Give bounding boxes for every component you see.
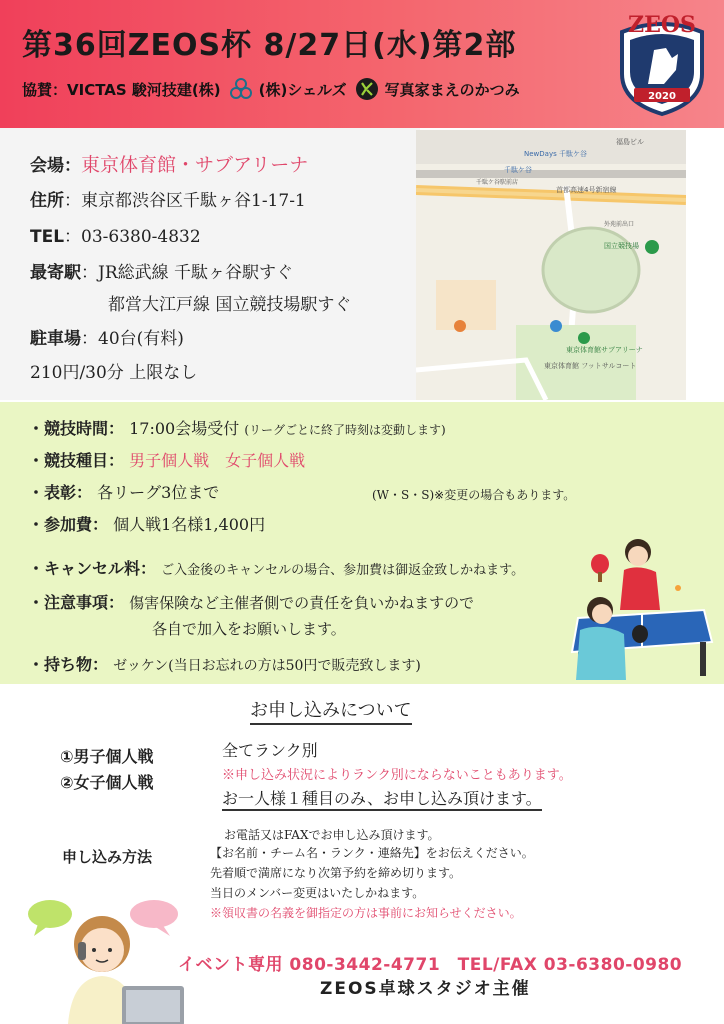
svg-text:首都高速4号新宿線: 首都高速4号新宿線 <box>556 186 617 194</box>
venue-line: 会場：東京体育館・サブアリーナ <box>30 154 309 176</box>
zeos-logo <box>614 10 710 118</box>
method-line-3: 先着順で満席になり次第予約を締め切ります。 <box>210 866 462 880</box>
shells-logo-icon <box>229 77 253 101</box>
cancel-row: ・キャンセル料： ご入金後のキャンセルの場合、参加費は御返金致しかねます。 <box>28 559 525 578</box>
svg-text:東京体育館 フットサルコート: 東京体育館 フットサルコート <box>544 362 637 370</box>
method-line-2: 【お名前・チーム名・ランク・連絡先】をお伝えください。 <box>210 846 534 860</box>
notes-row: ・注意事項： 傷害保険など主催者側での責任を負いかねますので <box>28 593 475 612</box>
contact-phone[interactable]: イベント専用 080-3442-4771 TEL/FAX 03-6380-0980 <box>178 955 683 975</box>
svg-text:2020: 2020 <box>648 91 676 102</box>
time-row: ・競技時間： 17:00会場受付 (リーグごとに終了時刻は変動します) <box>28 419 446 438</box>
parking-fee: 210円/30分 上限なし <box>30 363 198 383</box>
svg-text:ZEOS: ZEOS <box>628 12 696 38</box>
station-line: 最寄駅：JR総武線 千駄ヶ谷駅すぐ <box>30 263 294 283</box>
award-row: ・表彰： 各リーグ3位まで <box>28 483 220 502</box>
one-event-line: お一人様１種目のみ、お申し込み頂けます。 <box>222 786 542 811</box>
method-line-1: お電話又はFAXでお申し込み頂けます。 <box>224 828 440 842</box>
rank-line: 全てランク別 <box>222 741 318 760</box>
call-center-illustration <box>18 896 188 1024</box>
notes-row-2: 各自で加入をお願いします。 <box>152 620 346 638</box>
method-label: 申し込み方法 <box>62 848 153 866</box>
svg-text:国立競技場: 国立競技場 <box>604 242 639 250</box>
fee-row: ・参加費： 個人戦1名様1,400円 <box>28 515 266 534</box>
svg-text:千駄ケ谷駅前店: 千駄ケ谷駅前店 <box>476 179 519 186</box>
event-2: ②女子個人戦 <box>60 773 154 792</box>
table-tennis-illustration <box>566 530 716 682</box>
award-note: (W・S・S)※変更の場合もあります。 <box>372 488 576 502</box>
rank-note: ※申し込み状況によりランク別にならないこともあります。 <box>222 768 572 783</box>
host-line: ZEOS卓球スタジオ主催 <box>320 979 531 999</box>
method-line-4: 当日のメンバー変更はいたしかねます。 <box>210 886 425 900</box>
bring-row: ・持ち物： ゼッケン(当日お忘れの方は50円で販売致します) <box>28 655 421 674</box>
header-banner <box>0 0 724 128</box>
sponsor-label: 協賛：VICTAS 駿河技建(株) <box>22 80 221 99</box>
svg-text:NewDays 千駄ケ谷: NewDays 千駄ケ谷 <box>524 150 587 158</box>
station-line-2: 都営大江戸線 国立競技場駅すぐ <box>108 295 352 315</box>
svg-text:東京体育館サブアリーナ: 東京体育館サブアリーナ <box>566 346 643 354</box>
venue-section <box>0 128 724 400</box>
method-line-5: ※領収書の名義を御指定の方は事前にお知らせください。 <box>210 906 522 920</box>
venue-map[interactable] <box>416 130 686 400</box>
sponsor-photographer: 写真家まえのかつみ <box>384 80 520 99</box>
tel-line: TEL：03-6380-4832 <box>30 227 201 247</box>
svg-text:千駄ケ谷: 千駄ケ谷 <box>504 166 532 174</box>
page-title: 第36回ZEOS杯 8/27日(水)第2部 <box>22 28 517 63</box>
application-title: お申し込みについて <box>250 696 412 725</box>
photographer-logo-icon <box>355 77 379 101</box>
address-line: 住所：東京都渋谷区千駄ヶ谷1-17-1 <box>30 191 306 211</box>
sponsor-shells: (株)シェルズ <box>258 80 347 99</box>
venue-name: 東京体育館・サブアリーナ <box>81 154 309 176</box>
svg-text:福島ビル: 福島ビル <box>616 138 644 146</box>
events-row: ・競技種目： 男子個人戦 女子個人戦 <box>28 451 306 470</box>
event-1: ①男子個人戦 <box>60 747 154 766</box>
sponsor-row <box>22 76 528 102</box>
parking-line: 駐車場：40台(有料) <box>30 329 184 349</box>
svg-text:外苑前出口: 外苑前出口 <box>604 221 635 228</box>
